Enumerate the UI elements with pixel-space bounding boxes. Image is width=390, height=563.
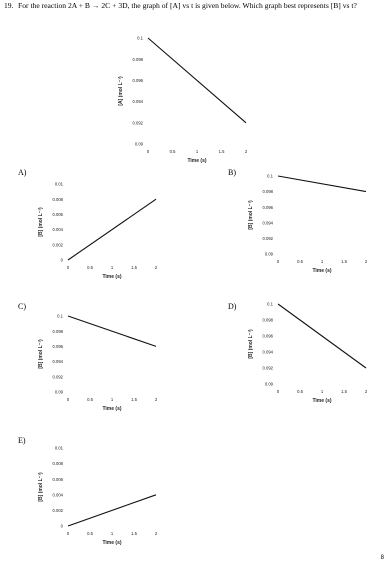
question-text: For the reaction 2A + B → 2C + 3D, the graph of [A] vs t is given below. Which graph best represents [B] vs t?: [18, 1, 357, 10]
y-tick-label: 0.004: [52, 227, 63, 233]
y-tick-label: 0.01: [54, 181, 63, 187]
y-axis-label: [B] (mol L⁻¹): [38, 339, 44, 369]
chart-given: [110, 30, 260, 170]
question-number: 19.: [4, 1, 14, 10]
x-tick-label: 0.5: [169, 149, 176, 154]
y-tick-label: 0.092: [132, 120, 143, 126]
x-axis-label: Time (s): [102, 540, 122, 546]
x-tick-label: 1: [110, 531, 114, 536]
x-tick-label: 2: [244, 149, 248, 154]
y-tick-label: 0.098: [132, 56, 143, 62]
y-tick-label: 0.09: [264, 381, 273, 387]
y-tick-label: 0.092: [262, 236, 273, 241]
series-line: [148, 38, 246, 123]
x-tick-label: 0.5: [87, 265, 93, 270]
y-axis-label: [B] (mol L⁻¹): [38, 207, 44, 237]
x-tick-label: 1.5: [341, 389, 347, 394]
x-tick-label: 0.5: [87, 531, 93, 536]
y-tick-label: 0.008: [52, 461, 63, 467]
chart-option-b: [240, 168, 380, 280]
y-tick-label: 0.09: [134, 141, 143, 147]
y-tick-label: 0.092: [262, 365, 273, 371]
x-tick-label: 2: [154, 531, 158, 536]
option-d-label[interactable]: D): [228, 302, 237, 311]
y-tick-label: 0.09: [54, 389, 63, 395]
y-tick-label: 0.096: [262, 333, 273, 339]
y-tick-label: 0.006: [52, 212, 63, 217]
y-tick-label: 0.096: [132, 78, 143, 83]
x-tick-label: 1: [320, 389, 324, 394]
y-tick-label: 0.092: [52, 374, 63, 380]
series-line: [278, 176, 366, 192]
y-tick-label: 0.094: [132, 99, 143, 105]
x-axis-label: Time (s): [102, 406, 122, 412]
y-tick-label: 0.1: [137, 35, 143, 41]
y-tick-label: 0.1: [267, 173, 273, 179]
y-tick-label: 0.006: [52, 476, 63, 482]
x-tick-label: 1.5: [131, 265, 137, 270]
x-tick-label: 0.5: [87, 397, 93, 402]
y-tick-label: 0.096: [52, 344, 63, 349]
x-axis-label: Time (s): [102, 274, 122, 280]
y-tick-label: 0.09: [264, 251, 273, 257]
x-tick-label: 0: [146, 149, 150, 154]
x-tick-label: 0: [276, 259, 280, 264]
x-tick-label: 0: [276, 389, 280, 394]
x-tick-label: 2: [154, 397, 158, 402]
x-axis-label: Time (s): [312, 268, 332, 274]
x-tick-label: 1: [320, 259, 324, 264]
option-c-label[interactable]: C): [18, 302, 26, 311]
x-tick-label: 1.5: [218, 149, 225, 154]
x-axis-label: Time (s): [187, 158, 207, 164]
option-a-label[interactable]: A): [18, 168, 27, 177]
chart-option-d: [240, 296, 380, 410]
y-tick-label: 0.004: [52, 492, 63, 498]
option-b-label[interactable]: B): [228, 168, 236, 177]
y-tick-label: 0.098: [262, 189, 273, 195]
y-tick-label: 0.096: [262, 204, 273, 210]
chart-option-c: [30, 308, 170, 418]
y-tick-label: 0: [60, 523, 63, 529]
series-line: [68, 495, 156, 526]
chart-option-a: [30, 176, 170, 286]
option-e-label[interactable]: E): [18, 436, 26, 445]
y-tick-label: 0.094: [262, 220, 273, 226]
series-line: [68, 199, 156, 260]
y-axis-label: [A] (mol L⁻¹): [118, 76, 124, 106]
y-tick-label: 0.008: [52, 196, 63, 202]
x-tick-label: 0: [66, 531, 70, 536]
y-tick-label: 0: [60, 257, 63, 263]
x-axis-label: Time (s): [312, 398, 332, 404]
y-tick-label: 0.002: [52, 242, 63, 248]
x-tick-label: 1: [110, 397, 114, 402]
x-tick-label: 2: [154, 265, 158, 270]
series-line: [278, 304, 366, 368]
y-axis-label: [B] (mol L⁻¹): [248, 329, 254, 359]
x-tick-label: 1.5: [131, 531, 137, 536]
x-tick-label: 0: [66, 397, 70, 402]
x-tick-label: 2: [364, 259, 368, 264]
y-axis-label: [B] (mol L⁻¹): [38, 472, 44, 502]
x-tick-label: 0.5: [297, 259, 303, 264]
y-tick-label: 0.094: [52, 359, 63, 365]
x-tick-label: 2: [364, 389, 368, 394]
y-tick-label: 0.098: [262, 317, 273, 323]
series-line: [68, 316, 156, 346]
x-tick-label: 1.5: [131, 397, 137, 402]
x-tick-label: 1: [110, 265, 114, 270]
y-tick-label: 0.098: [52, 328, 63, 334]
y-tick-label: 0.01: [54, 445, 63, 451]
page-number: 8: [380, 555, 384, 561]
chart-option-e: [30, 440, 170, 552]
y-axis-label: [B] (mol L⁻¹): [248, 200, 254, 230]
x-tick-label: 0.5: [297, 389, 303, 394]
x-tick-label: 0: [66, 265, 70, 270]
y-tick-label: 0.1: [57, 313, 63, 319]
x-tick-label: 1: [195, 149, 199, 154]
y-tick-label: 0.002: [52, 508, 63, 513]
y-tick-label: 0.094: [262, 349, 273, 355]
y-tick-label: 0.1: [267, 301, 273, 307]
x-tick-label: 1.5: [341, 259, 347, 264]
